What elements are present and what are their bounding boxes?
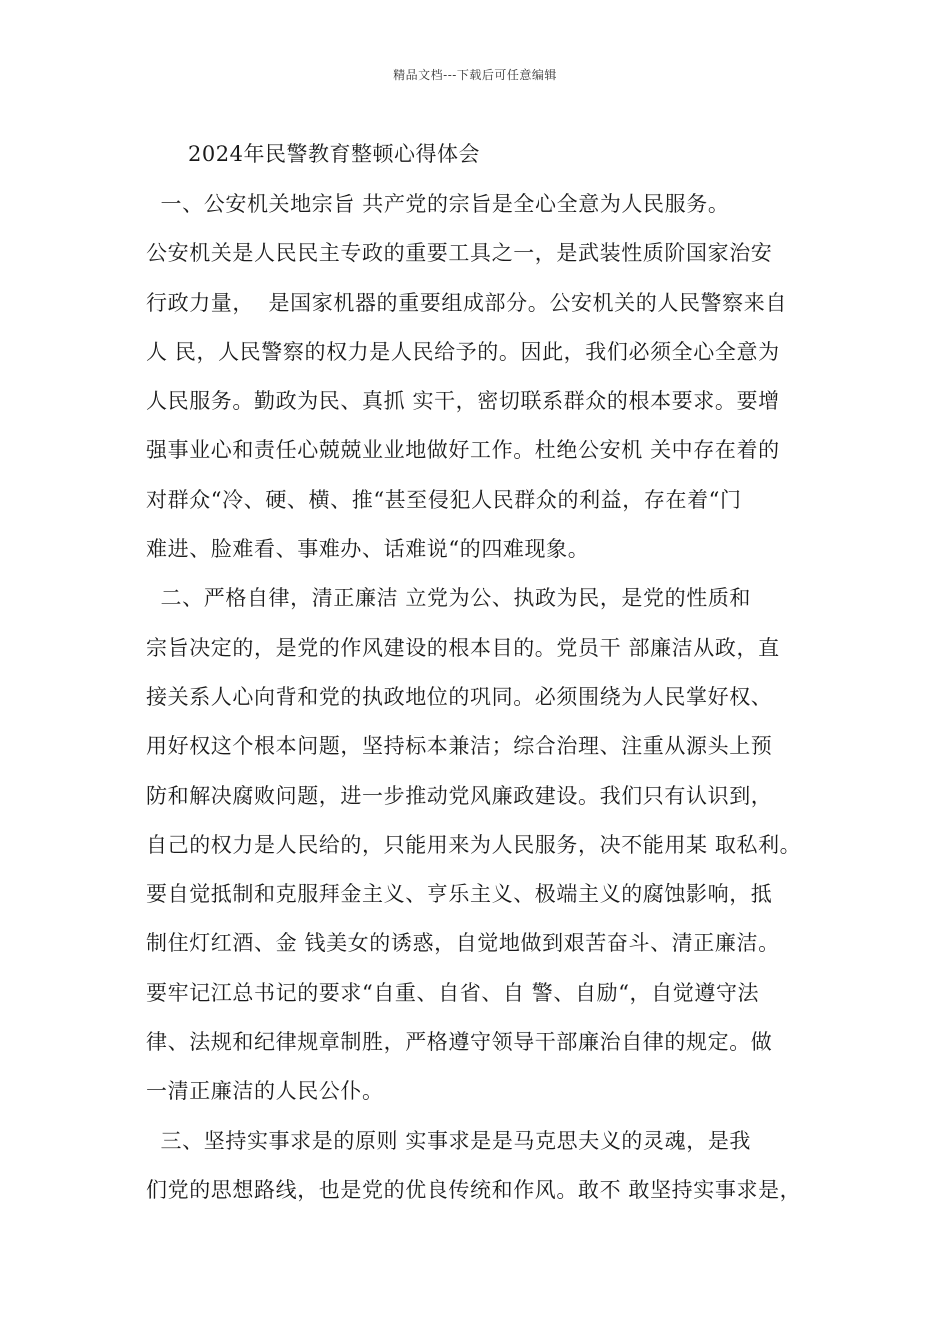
body-line: 一、公安机关地宗旨 共产党的宗旨是全心全意为人民服务。 (146, 192, 730, 216)
body-line: 律、法规和纪律规章制胜，严格遵守领导干部廉治自律的规定。做 (146, 1030, 773, 1055)
document-title: 2024年民警教育整顿心得体会 (188, 142, 480, 166)
body-line: 防和解决腐败问题，进一步推动党风廉政建设。我们只有认识到， (146, 783, 773, 808)
body-line: 公安机关是人民民主专政的重要工具之一，是武装性质阶国家治安 (146, 241, 773, 266)
body-line: 人民服务。勤政为民、真抓 实干，密切联系群众的根本要求。要增 (146, 389, 780, 414)
body-line: 三、坚持实事求是的原则 实事求是是马克思夫义的灵魂，是我 (146, 1128, 752, 1153)
body-line: 难进、脸难看、事难办、话难说“的四难现象。 (146, 537, 590, 562)
body-line: 一清正廉洁的人民公仆。 (146, 1079, 384, 1104)
document-body (146, 180, 866, 1215)
body-line: 要自觉抵制和克服拜金主义、亨乐主义、极端主义的腐蚀影响，抵 (146, 882, 773, 907)
body-line: 要牢记江总书记的要求“自重、自省、自 警、自励“，自觉遵守法 (146, 980, 760, 1005)
body-line: 行政力量， 是国家机器的重要组成部分。公安机关的人民警察来自 (146, 290, 787, 315)
body-line: 对群众“冷、硬、横、推“甚至侵犯人民群众的利益，存在着“门 (146, 487, 742, 512)
body-line: 制住灯红酒、金 钱美女的诱惑，自觉地做到艰苦奋斗、清正廉洁。 (146, 931, 780, 956)
body-line: 自己的权力是人民给的，只能用来为人民服务，决不能用某 取私利。 (146, 832, 802, 857)
page-header: 精品文档---下载后可任意编辑 (393, 68, 557, 82)
body-line: 接关系人心向背和党的执政地位的巩同。必须围绕为人民掌好权、 (146, 684, 773, 709)
body-line: 用好权这个根本问题，坚持标本兼洁；综合治理、注重从源头上预 (146, 734, 773, 759)
body-line: 强事业心和责任心兢兢业业地做好工作。杜绝公安机 关中存在着的 (146, 438, 780, 463)
body-line: 们党的思想路线，也是党的优良传统和作风。敢不 敢坚持实事求是， (146, 1177, 802, 1202)
body-line: 二、严格自律，清正廉洁 立党为公、执政为民，是党的性质和 (146, 586, 752, 611)
body-line: 人 民，人民警察的权力是人民给予的。因此，我们必须全心全意为 (146, 339, 780, 364)
body-line: 宗旨决定的，是党的作风建设的根本目的。党员干 部廉洁从政，直 (146, 635, 780, 660)
